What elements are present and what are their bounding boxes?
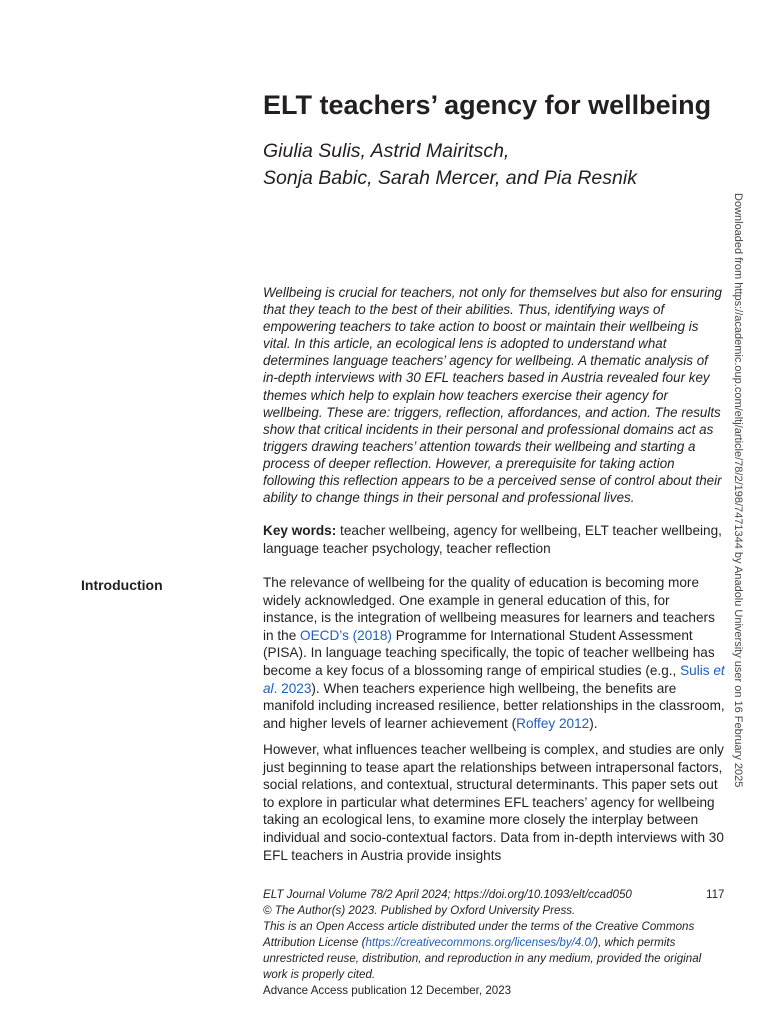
license-line-3: unrestricted reuse, distribution, and reproduction in any medium, provided the original: [263, 952, 702, 965]
paragraph-text: ).: [589, 715, 598, 731]
citation-author: Sulis: [680, 662, 714, 678]
license-line-4: work is properly cited.: [263, 968, 376, 981]
keywords-label: Key words:: [263, 523, 337, 538]
paragraph-text: Programme for International Student Assessment (PISA). In language teaching specifically, the topic of teacher wellbeing has become a key focus of a blossoming range of empirical studies (e.g.,: [263, 627, 715, 678]
license-text: Attribution License (: [263, 936, 366, 949]
page-number: 117: [706, 888, 725, 901]
abstract: Wellbeing is crucial for teachers, not only for themselves but also for ensuring that they teach to the best of their abilities. Thus, identifying ways of empowering teachers to take action to boost or maintain their wellbeing is vital. In this article, an ecological lens is adopted to understand what determines language teachers’ agency for wellbeing. A thematic analysis of in-depth interviews with 30 EFL teachers based in Austria revealed four key themes which help to explain how teachers exercise their agency for wellbeing. These are: triggers, reflection, affordances, and action. The results show that critical incidents in their personal and professional domains act as triggers drawing teachers’ attention towards their wellbeing and starting a process of deeper reflection. However, a prerequisite for taking action following this reflection appears to be a perceived sense of control about their ability to change things in their personal and professional lives.: [263, 285, 722, 506]
license-url-link[interactable]: https://creativecommons.org/licenses/by/4.0/: [365, 936, 595, 949]
section-heading-introduction: Introduction: [81, 577, 163, 593]
page-footer: [263, 887, 725, 999]
introduction-paragraph-1: [263, 574, 725, 732]
keywords-text: teacher wellbeing, agency for wellbeing, ELT teacher wellbeing, language teacher psychology, teacher reflection: [263, 523, 722, 556]
article-title: ELT teachers’ agency for wellbeing: [263, 90, 712, 120]
citation-link-roffey[interactable]: Roffey 2012: [516, 715, 590, 731]
journal-citation: ELT Journal Volume 78/2 April 2024; https://doi.org/10.1093/elt/ccad050: [263, 888, 632, 901]
keywords: [263, 522, 725, 557]
license-line-1: This is an Open Access article distributed under the terms of the Creative Commons: [263, 920, 695, 933]
paragraph-text: ). When teachers experience high wellbeing, the benefits are manifold including increased resilience, better relationships in the classroom, and higher levels of learner achievement (: [263, 680, 725, 731]
copyright-notice: © The Author(s) 2023. Published by Oxford University Press.: [263, 904, 576, 917]
advance-access-note: Advance Access publication 12 December, 2023: [263, 984, 512, 997]
license-text: ), which permits: [594, 936, 676, 949]
license-line-2: [263, 935, 725, 951]
authors-line-2: Sonja Babic, Sarah Mercer, and Pia Resnik: [263, 167, 637, 189]
citation-year: . 2023: [273, 680, 312, 696]
authors-line-1: Giulia Sulis, Astrid Mairitsch,: [263, 140, 510, 162]
author-list: [263, 138, 637, 192]
paragraph-text: The relevance of wellbeing for the quality of education is becoming more widely acknowledged. One example in general education of this, for instance, is the integration of wellbeing measures for learners and teachers in the: [263, 575, 715, 643]
introduction-paragraph-2: However, what influences teacher wellbeing is complex, and studies are only just beginning to tease apart the relationships between intrapersonal factors, social relations, and contextual, structural determinants. This paper sets out to explore in particular what determines EFL teachers’ agency for wellbeing taking an ecological lens, to examine more closely the interplay between individual and socio-contextual factors. Data from in-depth interviews with 30 EFL teachers in Austria provide insights: [263, 742, 724, 863]
download-watermark: Downloaded from https://academic.oup.com/eltj/article/78/2/198/7471344 by Anadolu University user on 16 February 2025: [732, 193, 744, 788]
citation-link-oecd[interactable]: OECD’s (2018): [300, 627, 392, 643]
citation-etal: et al: [263, 662, 725, 696]
